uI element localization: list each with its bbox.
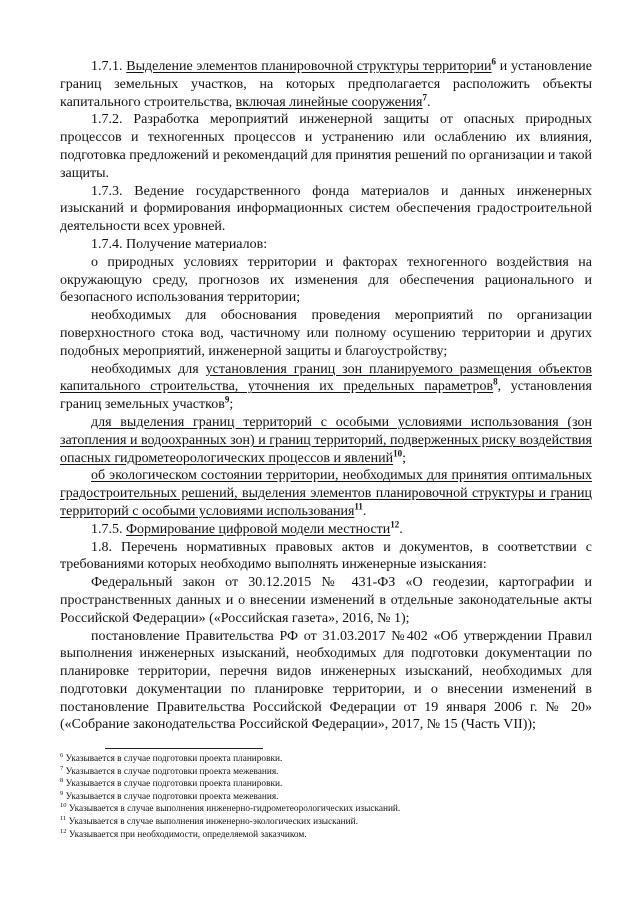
footnote-ref: 11: [354, 501, 363, 512]
paragraph-text: 1.8. Перечень нормативных правовых актов и документов, в соответствии с требованиями которых необходимо выполнять инженерные изыскания:: [60, 539, 592, 573]
footnote-ref: 7: [422, 91, 427, 102]
paragraph-p-1-7-3: [60, 183, 592, 236]
paragraph-text: необходимых для обоснования проведения мероприятий по организации поверхностного стока вод, частичному или полному осушению территории и других подобных мероприятий, инженерной защиты и благоустройству;: [60, 308, 592, 359]
footnote-number: 12: [60, 827, 67, 835]
footnote-ref: 8: [493, 376, 498, 387]
footnote-number: 8: [60, 777, 64, 785]
paragraph-text: .: [399, 521, 403, 537]
paragraph-p-1-8: [60, 539, 592, 575]
underlined-text: Выделение элементов планировочной структуры территории: [126, 59, 492, 74]
paragraph-p-law: [60, 574, 592, 627]
footnote-text: Указывается при необходимости, определяемой заказчиком.: [68, 829, 307, 840]
footnote-6: [60, 753, 592, 766]
paragraph-text: 1.7.3. Ведение государственного фонда материалов и данных инженерных изысканий и формирования информационных систем обеспечения градостроительной деятельности всех уровней.: [60, 183, 592, 235]
footnote-text: Указывается в случае подготовки проекта планировки.: [65, 754, 283, 764]
footnote-ref: 6: [491, 56, 497, 67]
footnote-7: [60, 766, 592, 779]
paragraph-text: , установления границ земельных участков: [60, 379, 592, 413]
paragraph-text: и установление границ земельных участков, на которых предполагается расположить объекты капитального строительства,: [60, 59, 593, 110]
footnote-ref: 9: [224, 394, 230, 405]
footnote-number: 9: [60, 789, 64, 797]
footnote-number: 11: [60, 814, 67, 822]
paragraph-text: 1.7.5.: [91, 521, 126, 537]
footnote-11: [60, 816, 592, 829]
underlined-text: Формирование цифровой модели местности: [126, 521, 391, 537]
footnote-ref: 10: [393, 447, 403, 458]
paragraph-text: о природных условиях территории и факторах техногенного воздействия на окружающую среду, прогнозов их изменения для обеспечения рационального и безопасного использования территории;: [60, 254, 592, 306]
paragraph-text: ;: [229, 397, 234, 413]
paragraph-p-1-7-1: [60, 58, 592, 111]
paragraph-text: постановление Правительства РФ от 31.03.2017 №402 «Об утверждении Правил выполнения инженерных изысканий, необходимых для подготовки документации по планировке территории, перечня видов инженерных изысканий, необходимых для подготовки документации по планировке территории, и о внесении изменений в постановление Правительства Российской Федерации от 19 января 2006 г. № 20» («Собрание законодательства Российской Федерации», 2017, № 15 (Часть VII));: [60, 628, 592, 733]
footnote-text: Указывается в случае выполнения инженерно-гидрометеорологических изысканий.: [68, 804, 401, 815]
footnote-8: [60, 778, 592, 791]
paragraph-text: .: [426, 94, 431, 110]
footnote-number: 6: [60, 751, 64, 759]
footnote-ref: 12: [390, 519, 400, 530]
paragraph-p-eco: [60, 467, 592, 520]
paragraph-text: 1.7.1.: [91, 59, 127, 74]
paragraph-text: Федеральный закон от 30.12.2015 № 431-ФЗ «О геодезии, картографии и пространственных данных и о внесении изменений в отдельные законодательные акты Российской Федерации» («Российская газета», 2016, № 1);: [60, 575, 592, 626]
paragraph-text: ;: [402, 450, 406, 466]
document-body: [60, 58, 592, 734]
footnote-divider: [105, 748, 263, 749]
paragraph-p-decree: [60, 628, 592, 735]
footnote-text: Указывается в случае подготовки проекта планировки.: [65, 779, 283, 790]
footnote-9: [60, 791, 592, 804]
underlined-text: установления границ зон планируемого размещения объектов капитального строительства, уточнения их предельных параметров: [60, 361, 592, 395]
paragraph-text: .: [362, 503, 367, 519]
footnote-10: [60, 803, 592, 816]
paragraph-p-1-7-5: [60, 521, 592, 539]
paragraph-p-surface: [60, 307, 592, 360]
paragraph-p-1-7-4: [60, 236, 592, 254]
paragraph-text: необходимых для: [91, 361, 206, 377]
paragraph-text: 1.7.2. Разработка мероприятий инженерной защиты от опасных природных процессов и техногенных процессов и устранению или ослаблению их влияния, подготовка предложений и рекомендаций для принятия решений по организации и такой защиты.: [60, 112, 592, 181]
paragraph-p-zones: [60, 361, 592, 414]
footnotes-section: [60, 753, 592, 841]
footnote-text: Указывается в случае выполнения инженерно-экологических изысканий.: [68, 816, 358, 827]
underlined-text: для выделения границ территорий с особыми условиями использования (зон затопления и водоохранных зон) и границ территорий, подверженных риску воздействия опасных гидрометеорологических процессов и явлений: [60, 414, 592, 466]
footnote-number: 10: [60, 802, 67, 810]
underlined-text: об экологическом состоянии территории, необходимых для принятия оптимальных градостроительных решений, выделения элементов планировочной структуры и границ территорий с особыми условиями использования: [60, 468, 592, 519]
footnote-number: 7: [60, 764, 64, 772]
paragraph-p-special: [60, 414, 592, 467]
paragraph-text: 1.7.4. Получение материалов:: [91, 236, 268, 252]
footnote-text: Указывается в случае подготовки проекта межевания.: [65, 791, 279, 802]
footnote-text: Указывается в случае подготовки проекта межевания.: [65, 766, 279, 777]
paragraph-p-1-7-2: [60, 111, 592, 182]
paragraph-p-nature: [60, 254, 592, 307]
footnote-12: [60, 829, 592, 842]
underlined-text: включая линейные сооружения: [235, 94, 423, 110]
